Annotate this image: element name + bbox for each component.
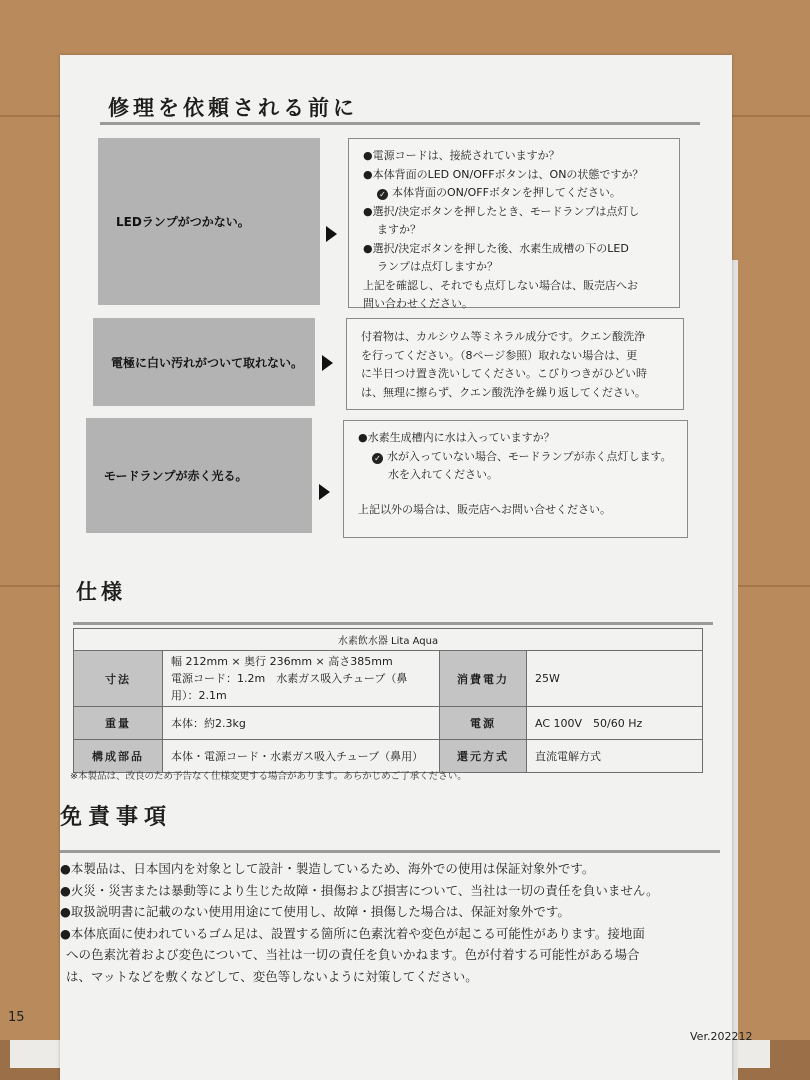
issue-label: モードランプが赤く光る。 [104,469,248,483]
spec-product-name: 水素飲水器 Lita Aqua [74,629,703,651]
spec-label: 重量 [74,707,163,740]
issue-mode-lamp-red [86,418,312,533]
disclaimer-line: は、マットなどを敷くなどして、変色等しないように対策してください。 [66,968,478,984]
issue-label: LEDランプがつかない。 [116,215,250,229]
disclaimer-title: 免責事項 [60,805,173,830]
answer-line: 上記以外の場合は、販売店へお問い合せください。 [358,502,611,516]
spec-value [163,651,440,707]
answer-line: に半日つけ置き洗いしてください。こびりつきがひどい時 [361,367,647,380]
spec-value: AC 100V 50/60 Hz [527,707,703,740]
answer-line: ●本体背面のLED ON/OFFボタンは、ONの状態ですか？ [363,167,644,181]
spec-title: 仕様 [76,580,126,604]
answer-line: を行ってください。（8ページ参照）取れない場合は、更 [361,348,638,362]
troubleshoot-title: 修理を依頼される前に [108,96,358,120]
arrow-right-icon [319,484,330,500]
disclaimer-line: ●本体底面に使われているゴム足は、設置する箇所に色素沈着や変色が起こる可能性があります。接地面 [60,925,645,941]
spec-value-line: 幅 212mm × 奥行 236mm × 高さ385mm [171,655,393,668]
answer-led-not-lit [348,138,680,308]
arrow-right-icon [322,355,333,371]
answer-line: ●電源コードは、接続されていますか？ [363,149,560,162]
disclaimer-line: への色素沈着および変色について、当社は一切の責任を負いかねます。色が付着する可能性がある場合 [66,947,640,962]
check-circle-icon: ✓ [372,453,383,464]
version-label: Ver.202212 [690,1030,753,1043]
issue-electrode-dirt [93,318,315,406]
spec-label: 構成部品 [74,740,163,773]
spec-note: ※本製品は、改良のため予告なく仕様変更する場合があります。あらかじめご了承ください。 [70,771,467,782]
issue-label: 電極に白い汚れがついて取れない。 [111,355,304,370]
answer-line: ●選択/決定ボタンを押した後、水素生成槽の下のLED [363,241,629,255]
disclaimer-text [60,858,659,987]
answer-line: 付着物は、カルシウム等ミネラル成分です。クエン酸洗浄 [361,330,646,343]
answer-electrode-dirt [346,318,684,410]
spec-title-rule [73,622,713,625]
answer-line [358,448,677,467]
spec-label: 還元方式 [440,740,527,773]
spec-label: 消費電力 [440,651,527,707]
answer-line: 水を入れてください。 [388,468,498,481]
answer-line: ●水素生成槽内に水は入っていますか？ [358,431,555,444]
table-row [74,651,703,707]
table-row [74,707,703,740]
spec-table [73,628,703,773]
answer-line: 問い合わせください。 [363,297,473,310]
spec-value: 25W [527,651,703,707]
disclaimer-title-rule [60,850,720,853]
answer-line-text: 水が入っていない場合、モードランプが赤く点灯します。 [387,449,672,463]
answer-line-text: 本体背面のON/OFFボタンを押してください。 [392,186,621,199]
answer-line: ますか？ [377,223,421,236]
check-circle-icon: ✓ [377,189,388,200]
answer-line: ランプは点灯しますか？ [377,260,498,273]
answer-line: は、無理に擦らず、クエン酸洗浄を繰り返してください。 [361,385,646,399]
answer-line: ●選択/決定ボタンを押したとき、モードランプは点灯し [363,204,640,218]
issue-led-not-lit [98,138,320,305]
spec-value: 直流電解方式 [527,740,703,773]
spec-value-line: 電源コード：1.2m 水素ガス吸入チューブ（鼻用）：2.1m [171,672,408,702]
spec-label: 寸法 [74,651,163,707]
disclaimer-line: ●本製品は、日本国内を対象として設計・製造しているため、海外での使用は保証対象外です。 [60,861,595,876]
spec-label: 電源 [440,707,527,740]
answer-mode-lamp-red [343,420,688,538]
spec-table-wrap [73,628,703,773]
spec-value: 本体・電源コード・水素ガス吸入チューブ（鼻用） [163,740,440,773]
answer-line [363,184,669,203]
disclaimer-line: ●取扱説明書に記載のない使用用途にて使用し、故障・損傷した場合は、保証対象外です。 [60,904,570,919]
disclaimer-line: ●火災・災害または暴動等により生じた故障・損傷および損害について、当社は一切の責任を負いません。 [60,882,659,898]
page-number: 15 [8,1010,25,1025]
answer-line: 上記を確認し、それでも点灯しない場合は、販売店へお [363,278,638,292]
arrow-right-icon [326,226,337,242]
spec-value: 本体：約2.3kg [163,707,440,740]
troubleshoot-title-rule [100,122,700,125]
